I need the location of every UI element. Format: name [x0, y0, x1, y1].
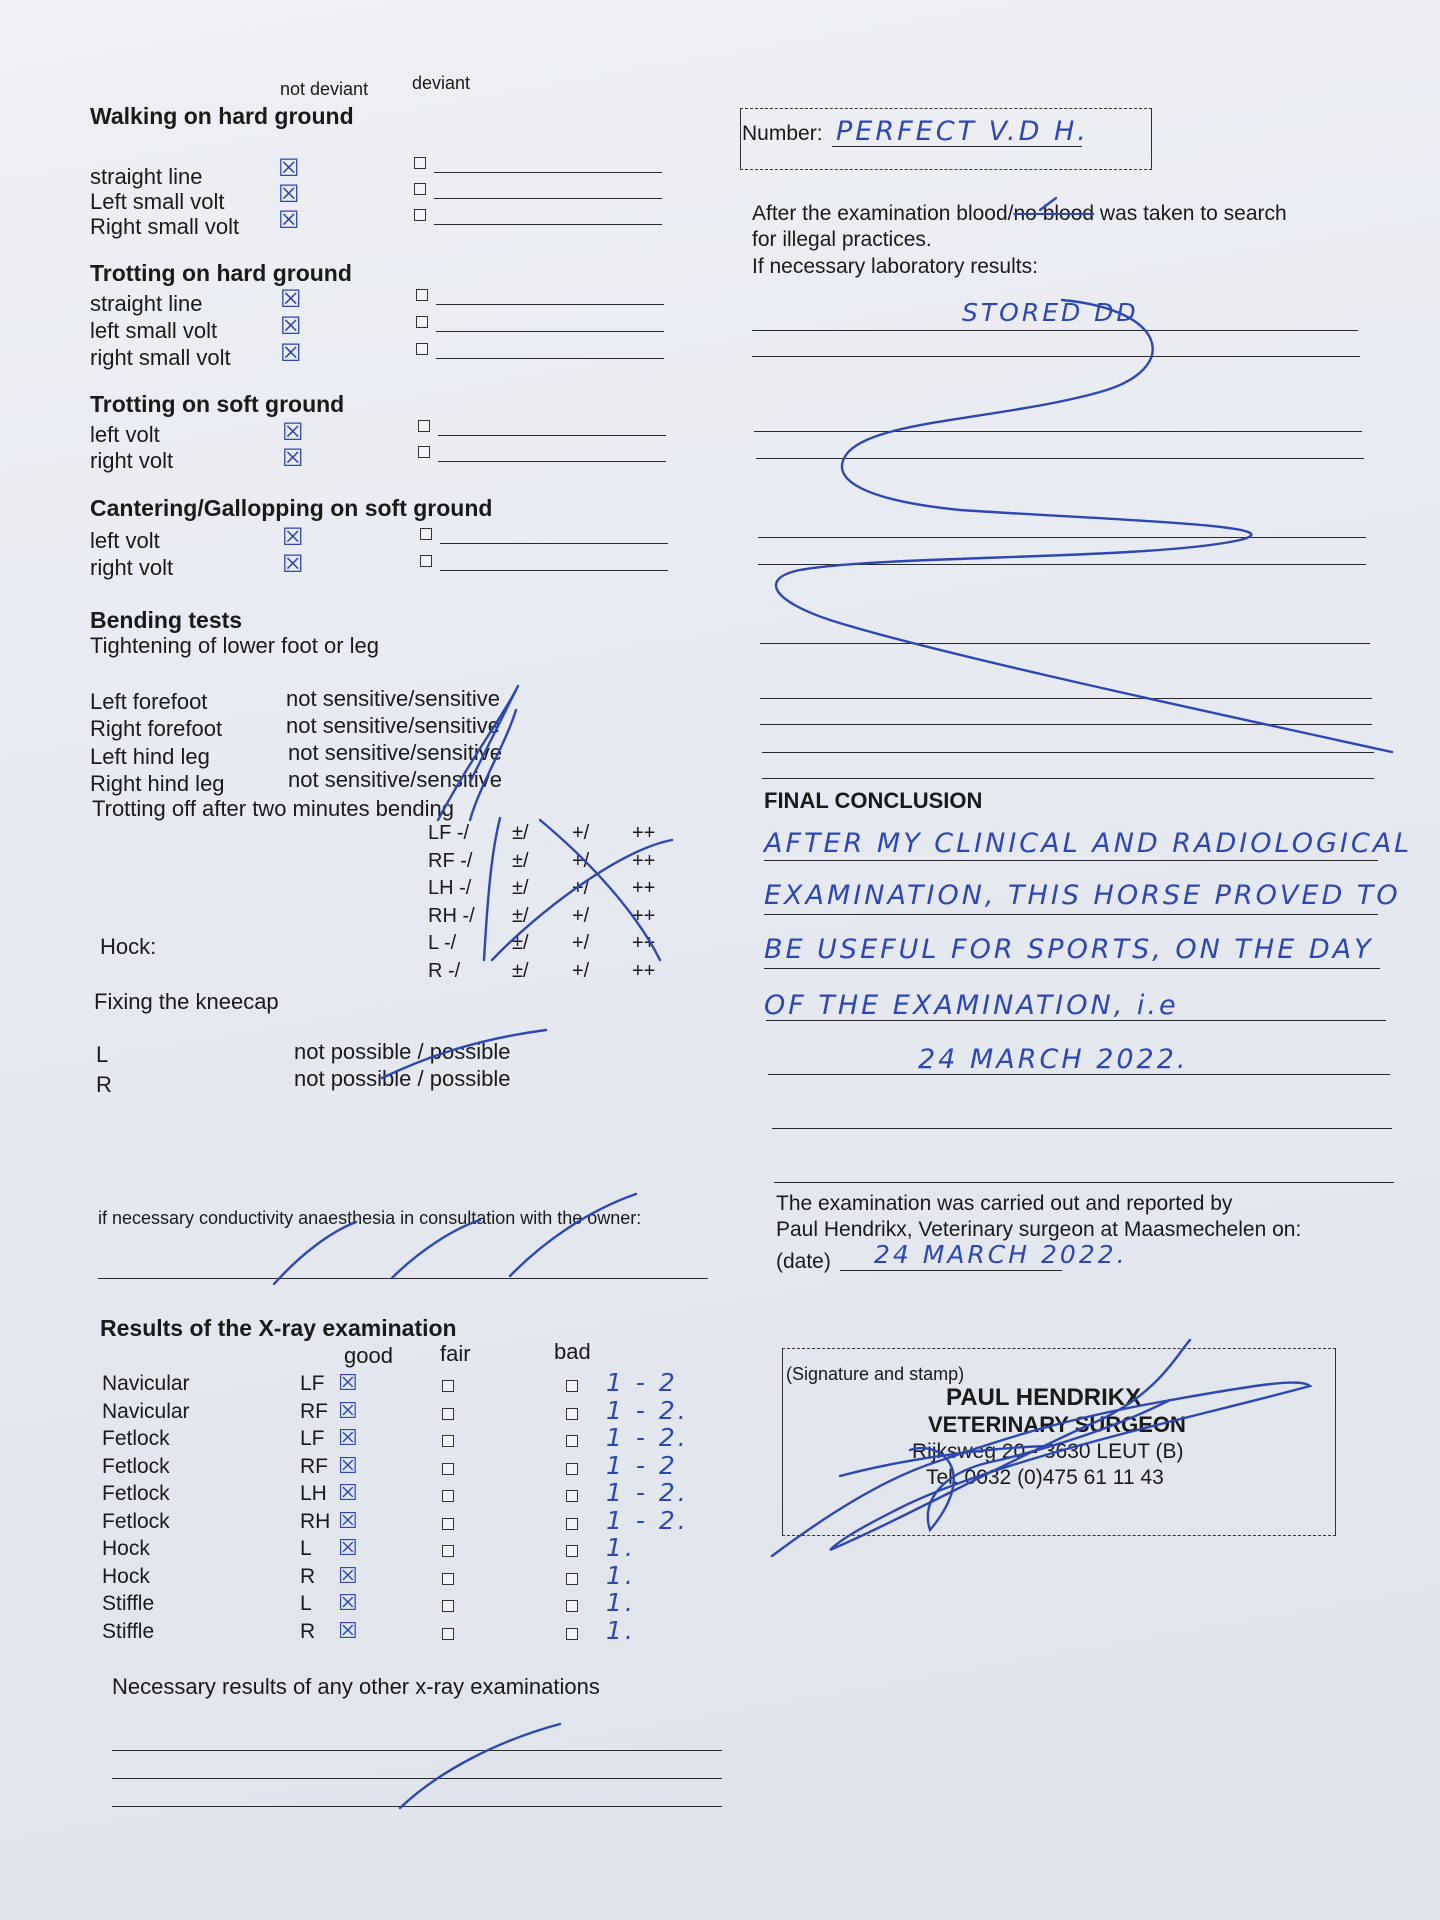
check-mark[interactable]: ☒ [278, 154, 300, 182]
trotting-soft-title: Trotting on soft ground [90, 391, 345, 417]
conclusion-line[interactable]: AFTER MY CLINICAL AND RADIOLOGICAL [764, 828, 1413, 859]
other-xray-strike [400, 1724, 560, 1808]
good-check-mark[interactable]: ☒ [338, 1618, 358, 1644]
stamp-name: PAUL HENDRIKX [946, 1384, 1142, 1411]
xray-grade[interactable]: 1 - 2 [606, 1368, 678, 1397]
trotting-hard-left-label: left small volt [90, 318, 218, 343]
number-label: Number: [742, 122, 823, 145]
anaesthesia-label: if necessary conductivity anaesthesia in consultation with the owner: [98, 1208, 642, 1228]
xray-leg: L [300, 1537, 312, 1560]
good-check-mark[interactable]: ☒ [338, 1398, 358, 1424]
cantering-left-label: left volt [90, 528, 160, 553]
xray-part: Fetlock [102, 1482, 170, 1505]
signature-scribble [910, 1400, 1170, 1530]
signature-label: (Signature and stamp) [786, 1364, 965, 1384]
kneecap-label: Fixing the kneecap [94, 989, 279, 1014]
report-line2: Paul Hendrikx, Veterinary surgeon at Maasmechelen on: [776, 1218, 1302, 1241]
good-check-mark[interactable]: ☒ [338, 1508, 358, 1534]
grade-col-b: +/ +/ +/ +/ +/ +/ [572, 822, 590, 982]
grade-col-a: ±/ ±/ ±/ ±/ ±/ ±/ [512, 822, 529, 982]
good-check-mark[interactable]: ☒ [338, 1453, 358, 1479]
kneecap-options: not possible / possible [294, 1066, 511, 1091]
kneecap-side: R [96, 1072, 112, 1097]
xray-part: Navicular [102, 1372, 190, 1395]
xray-leg: RF [300, 1399, 328, 1423]
blood-line2: for illegal practices. [752, 228, 932, 251]
walking-straight-label: straight line [90, 164, 203, 189]
bending-row-label: Right hind leg [90, 771, 225, 796]
check-mark[interactable]: ☒ [278, 206, 300, 234]
bending-row-options: not sensitive/sensitive [286, 686, 500, 711]
bending-row-label: Left forefoot [90, 689, 208, 714]
anaesthesia-strike [274, 1222, 356, 1284]
good-check-mark[interactable]: ☒ [338, 1536, 358, 1561]
stamp-address: Rijksweg 20 - 3630 LEUT (B) [912, 1440, 1184, 1463]
check-mark[interactable]: ☒ [282, 523, 304, 551]
bending-row-options: not sensitive/sensitive [288, 767, 502, 792]
kneecap-side: L [96, 1042, 109, 1067]
final-conclusion-title: FINAL CONCLUSION [764, 788, 983, 813]
number-value[interactable]: PERFECT V.D H. [836, 116, 1089, 147]
xray-leg: LF [300, 1427, 325, 1450]
check-mark[interactable]: ☒ [278, 180, 300, 208]
xray-grade[interactable]: 1 - 2. [606, 1423, 689, 1452]
good-check-mark[interactable]: ☒ [338, 1371, 358, 1396]
stored-value[interactable]: STORED DD [962, 298, 1139, 327]
xray-leg: R [300, 1619, 316, 1643]
xray-col-bad: bad [554, 1339, 591, 1364]
xray-leg: LF [300, 1372, 325, 1395]
bending-row-label: Right forefoot [90, 716, 223, 741]
xray-part: Hock [102, 1537, 150, 1560]
report-date-label: (date) [776, 1250, 831, 1273]
xray-grade[interactable]: 1 - 2 [606, 1450, 678, 1480]
bending-row-options: not sensitive/sensitive [288, 740, 502, 765]
good-check-mark[interactable]: ☒ [338, 1563, 358, 1589]
conclusion-line[interactable]: EXAMINATION, THIS HORSE PROVED TO [764, 880, 1401, 911]
check-mark[interactable]: ☒ [282, 550, 304, 578]
xray-title: Results of the X-ray examination [100, 1315, 457, 1341]
xray-grade[interactable]: 1 - 2. [606, 1395, 689, 1425]
hock-label: Hock: [100, 934, 157, 959]
col-not-deviant: not deviant [280, 79, 369, 99]
cantering-title: Cantering/Gallopping on soft ground [90, 495, 493, 521]
trotting-soft-right-label: right volt [90, 448, 174, 473]
xray-grade[interactable]: 1. [606, 1560, 636, 1590]
bending-subtitle: Tightening of lower foot or leg [90, 633, 380, 658]
xray-leg: RH [300, 1509, 331, 1533]
xray-grade[interactable]: 1 - 2. [606, 1505, 689, 1535]
grade-col-leg: LF -/ RF -/ LH -/ RH -/ L -/ R -/ [428, 822, 475, 982]
walking-left-label: Left small volt [90, 189, 225, 214]
bending-row-label: Left hind leg [90, 744, 210, 769]
trotting-soft-left-label: left volt [90, 422, 160, 447]
anaesthesia-strike [392, 1220, 480, 1278]
xray-leg: R [300, 1564, 316, 1588]
good-check-mark[interactable]: ☒ [338, 1481, 358, 1506]
stamp-phone: Tel. 0032 (0)475 61 11 43 [926, 1466, 1164, 1489]
conclusion-line[interactable]: 24 MARCH 2022. [918, 1044, 1189, 1075]
kneecap-options: not possible / possible [294, 1039, 511, 1064]
good-check-mark[interactable]: ☒ [338, 1426, 358, 1451]
grade-paren [484, 818, 500, 960]
xray-col-fair: fair [440, 1341, 471, 1366]
check-mark[interactable]: ☒ [280, 312, 302, 340]
bending-row-options: not sensitive/sensitive [286, 713, 500, 738]
anaesthesia-strike [510, 1194, 636, 1276]
trotting-hard-title: Trotting on hard ground [90, 260, 352, 286]
xray-part: Fetlock [102, 1427, 170, 1450]
xray-part: Stiffle [102, 1619, 155, 1643]
report-date-value[interactable]: 24 MARCH 2022. [874, 1240, 1128, 1269]
lab-strike-zigzag [776, 300, 1392, 752]
xray-part: Navicular [102, 1399, 190, 1423]
report-line1: The examination was carried out and reported by [776, 1192, 1233, 1215]
check-mark[interactable]: ☒ [282, 418, 304, 446]
xray-grade[interactable]: 1. [606, 1615, 636, 1645]
bending-title: Bending tests [90, 607, 243, 633]
kneecap-strike [382, 1030, 546, 1078]
check-mark[interactable]: ☒ [280, 285, 302, 313]
blood-line1: After the examination blood/no blood was taken to search [752, 202, 1287, 225]
blood-strike [1040, 198, 1056, 210]
xray-grade[interactable]: 1. [606, 1588, 636, 1617]
blood-line3: If necessary laboratory results: [752, 255, 1038, 278]
grade-col-c: ++ ++ ++ ++ ++ ++ [632, 822, 656, 982]
check-mark[interactable]: ☒ [280, 339, 302, 367]
signature-scribble [840, 1446, 1048, 1476]
xray-part: Fetlock [102, 1454, 170, 1478]
walking-right-label: Right small volt [90, 214, 240, 239]
xray-part: Stiffle [102, 1592, 155, 1615]
grade-cross-a [540, 820, 660, 960]
xray-part: Hock [102, 1564, 150, 1588]
conclusion-line[interactable]: BE USEFUL FOR SPORTS, ON THE DAY [764, 934, 1374, 965]
col-deviant: deviant [412, 73, 471, 93]
conclusion-line[interactable]: OF THE EXAMINATION, i.e [764, 990, 1179, 1021]
xray-grade[interactable]: 1. [606, 1533, 636, 1562]
xray-leg: LH [300, 1482, 327, 1505]
other-xray-label: Necessary results of any other x-ray examinations [112, 1674, 600, 1699]
trotting-hard-right-label: right small volt [90, 345, 231, 370]
cantering-right-label: right volt [90, 555, 174, 580]
walking-hard-title: Walking on hard ground [90, 103, 354, 129]
xray-part: Fetlock [102, 1509, 170, 1533]
trotting-off-label: Trotting off after two minutes bending [92, 796, 454, 821]
xray-leg: L [300, 1592, 312, 1615]
xray-leg: RF [300, 1454, 328, 1478]
stamp-title: VETERINARY SURGEON [928, 1412, 1186, 1437]
good-check-mark[interactable]: ☒ [338, 1591, 358, 1616]
xray-grade[interactable]: 1 - 2. [606, 1478, 689, 1507]
trotting-hard-straight-label: straight line [90, 291, 203, 316]
xray-col-good: good [344, 1343, 393, 1368]
check-mark[interactable]: ☒ [282, 444, 304, 472]
